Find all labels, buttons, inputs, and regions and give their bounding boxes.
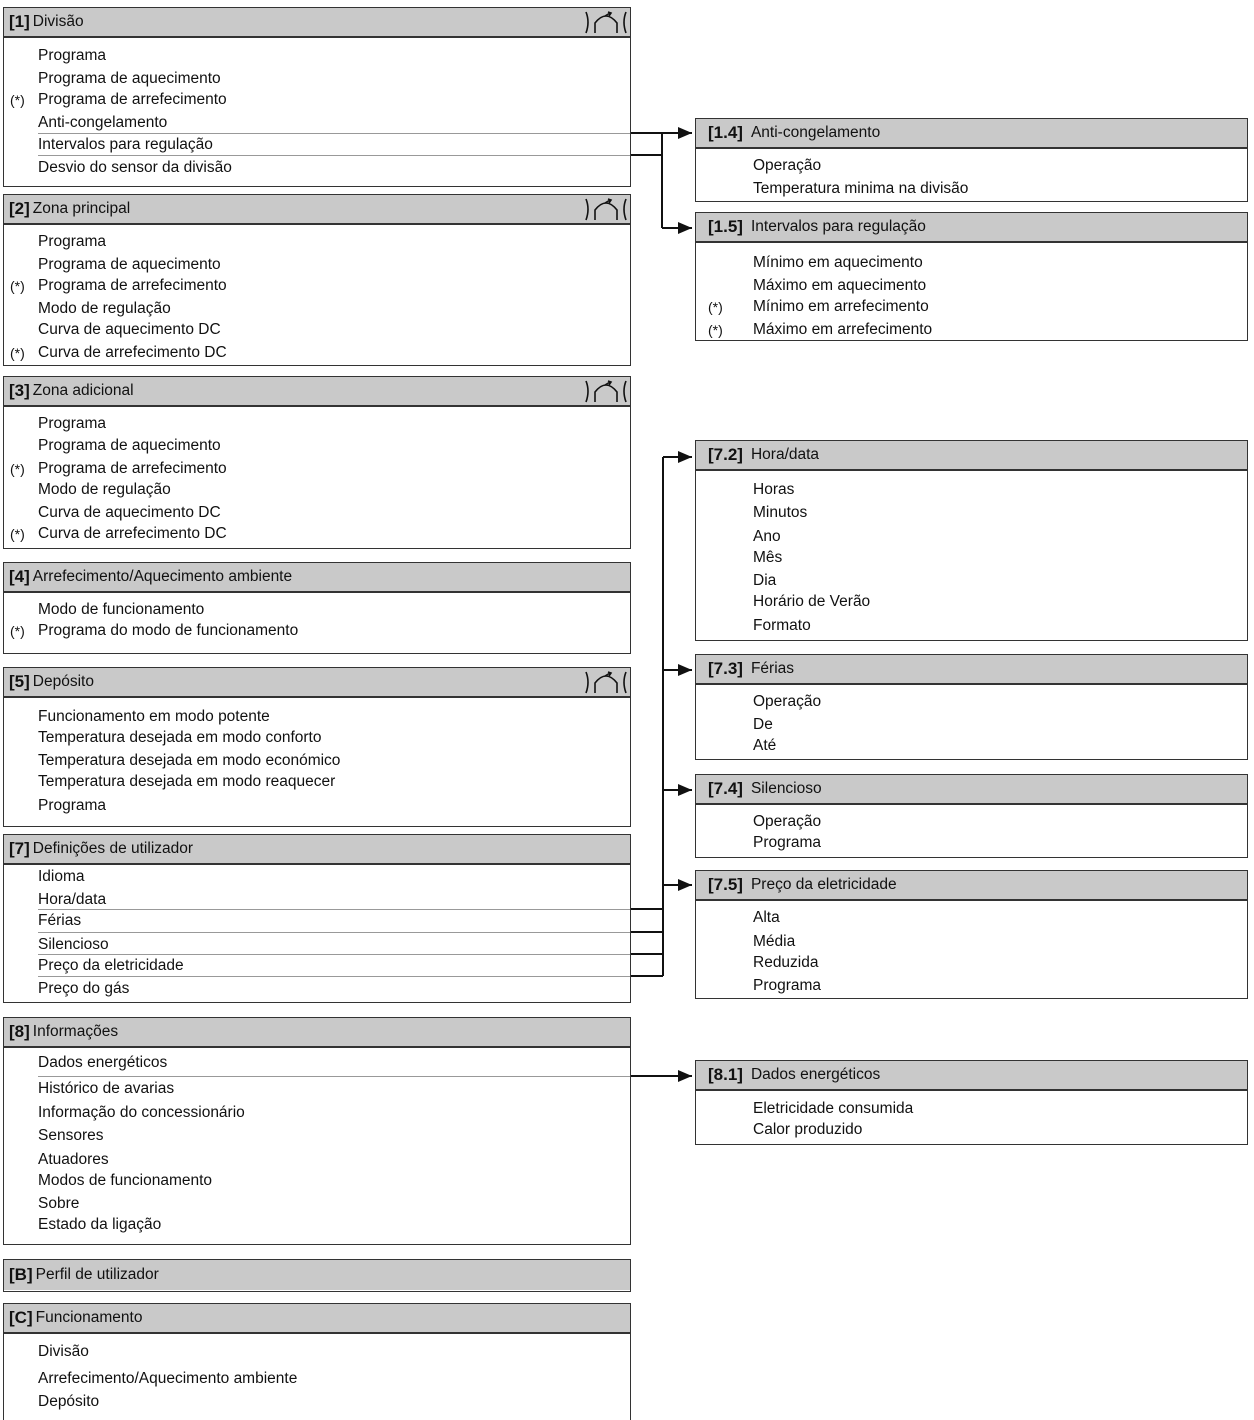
menu-item[interactable]: Ano xyxy=(753,528,781,545)
menu-box-funcionamento xyxy=(3,1303,631,1420)
menu-code: [2] xyxy=(9,199,30,218)
thermostat-dial-icon xyxy=(584,378,628,405)
menu-code: [8.1] xyxy=(708,1065,743,1084)
menu-item[interactable]: Estado da ligação xyxy=(38,1216,162,1233)
submenu-header-anti-congelamento[interactable] xyxy=(696,119,1247,149)
menu-title: Divisão xyxy=(32,13,84,30)
menu-item[interactable]: Silencioso xyxy=(38,936,109,953)
menu-item[interactable]: Modo de regulação xyxy=(38,300,171,317)
menu-item[interactable]: Programa de arrefecimento xyxy=(38,460,227,477)
menu-code: [5] xyxy=(9,672,30,691)
menu-item[interactable]: Reduzida xyxy=(753,954,819,971)
menu-code: [3] xyxy=(9,381,30,400)
menu-item[interactable]: Curva de aquecimento DC xyxy=(38,504,221,521)
menu-code: [7.3] xyxy=(708,659,743,678)
menu-item[interactable]: Curva de arrefecimento DC xyxy=(38,525,227,542)
menu-item[interactable]: Modo de funcionamento xyxy=(38,601,205,618)
menu-item[interactable]: Anti-congelamento xyxy=(38,114,168,131)
menu-box-deposito xyxy=(3,667,631,827)
menu-code: [7.4] xyxy=(708,779,743,798)
menu-item[interactable]: Até xyxy=(753,737,777,754)
submenu-box-silencioso xyxy=(695,774,1248,858)
menu-box-zona-adicional xyxy=(3,376,631,549)
menu-item[interactable]: Curva de aquecimento DC xyxy=(38,321,221,338)
menu-item[interactable]: Sobre xyxy=(38,1195,80,1212)
menu-item[interactable]: Programa xyxy=(753,977,822,994)
menu-item[interactable]: Programa de aquecimento xyxy=(38,70,221,87)
menu-item[interactable]: Programa xyxy=(38,797,107,814)
menu-item[interactable]: Operação xyxy=(753,157,822,174)
menu-header-perfil-utilizador[interactable] xyxy=(4,1260,630,1290)
submenu-header-ferias[interactable] xyxy=(696,655,1247,685)
menu-item[interactable]: Programa xyxy=(38,47,107,64)
menu-item[interactable]: Programa de aquecimento xyxy=(38,437,221,454)
menu-item[interactable]: Formato xyxy=(753,617,811,634)
menu-header-zona-adicional[interactable] xyxy=(4,377,630,407)
menu-code: [1.5] xyxy=(708,217,743,236)
menu-item[interactable]: Alta xyxy=(753,909,780,926)
menu-item[interactable]: Calor produzido xyxy=(753,1121,863,1138)
asterisk-note: (*) xyxy=(10,278,25,294)
menu-item[interactable]: Sensores xyxy=(38,1127,104,1144)
menu-header-funcionamento[interactable] xyxy=(4,1304,630,1334)
menu-title: Informações xyxy=(32,1023,119,1040)
menu-item[interactable]: Programa de arrefecimento xyxy=(38,91,227,108)
menu-item[interactable]: Informação do concessionário xyxy=(38,1104,245,1121)
asterisk-note: (*) xyxy=(10,92,25,108)
submenu-box-anti-congelamento xyxy=(695,118,1248,202)
menu-item[interactable]: Programa do modo de funcionamento xyxy=(38,622,299,639)
menu-item[interactable]: Temperatura desejada em modo económico xyxy=(38,752,341,769)
menu-item[interactable]: De xyxy=(753,716,773,733)
thermostat-dial-icon xyxy=(584,196,628,223)
menu-item[interactable]: Eletricidade consumida xyxy=(753,1100,914,1117)
asterisk-note: (*) xyxy=(10,526,25,542)
asterisk-note: (*) xyxy=(708,322,723,338)
menu-item[interactable]: Temperatura desejada em modo conforto xyxy=(38,729,322,746)
menu-item[interactable]: Programa xyxy=(38,233,107,250)
submenu-box-intervalos-regulacao xyxy=(695,212,1248,341)
menu-code: [C] xyxy=(9,1308,33,1327)
menu-title: Depósito xyxy=(32,673,94,690)
menu-item[interactable]: Horas xyxy=(753,481,795,498)
submenu-header-preco-eletricidade[interactable] xyxy=(696,871,1247,901)
menu-item[interactable]: Minutos xyxy=(753,504,808,521)
menu-item[interactable]: Média xyxy=(753,933,796,950)
menu-item[interactable]: Modos de funcionamento xyxy=(38,1172,213,1189)
menu-item[interactable]: Máximo em aquecimento xyxy=(753,277,927,294)
menu-title: Funcionamento xyxy=(35,1309,143,1326)
menu-code: [1.4] xyxy=(708,123,743,142)
menu-item[interactable]: Atuadores xyxy=(38,1151,109,1168)
menu-header-definicoes-utilizador[interactable] xyxy=(4,835,630,865)
menu-title: Férias xyxy=(750,660,795,677)
menu-box-divisao xyxy=(3,7,631,187)
menu-header-informacoes[interactable] xyxy=(4,1018,630,1048)
menu-box-arrefecimento-aquecimento xyxy=(3,562,631,654)
menu-item[interactable]: Programa de aquecimento xyxy=(38,256,221,273)
menu-item[interactable]: Máximo em arrefecimento xyxy=(753,321,933,338)
menu-code: [4] xyxy=(9,567,30,586)
submenu-box-preco-eletricidade xyxy=(695,870,1248,999)
menu-title: Intervalos para regulação xyxy=(750,218,926,235)
menu-code: [B] xyxy=(9,1265,33,1284)
menu-code: [7.5] xyxy=(708,875,743,894)
menu-item[interactable]: Horário de Verão xyxy=(753,593,871,610)
menu-title: Dados energéticos xyxy=(750,1066,881,1083)
menu-item[interactable]: Temperatura minima na divisão xyxy=(753,180,969,197)
menu-item[interactable]: Funcionamento em modo potente xyxy=(38,708,270,725)
divider xyxy=(38,155,630,156)
menu-item[interactable]: Programa xyxy=(38,415,107,432)
submenu-header-dados-energeticos[interactable] xyxy=(696,1061,1247,1091)
menu-header-arrefecimento-aquecimento[interactable] xyxy=(4,563,630,593)
menu-item[interactable]: Mínimo em aquecimento xyxy=(753,254,923,271)
menu-item[interactable]: Desvio do sensor da divisão xyxy=(38,159,232,176)
menu-item[interactable]: Temperatura desejada em modo reaquecer xyxy=(38,773,336,790)
menu-header-deposito[interactable] xyxy=(4,668,630,698)
menu-box-informacoes xyxy=(3,1017,631,1245)
asterisk-note: (*) xyxy=(10,345,25,361)
menu-box-zona-principal xyxy=(3,194,631,366)
divider xyxy=(38,133,630,134)
asterisk-note: (*) xyxy=(708,299,723,315)
asterisk-note: (*) xyxy=(10,461,25,477)
menu-header-zona-principal[interactable] xyxy=(4,195,630,225)
menu-item[interactable]: Preço do gás xyxy=(38,980,130,997)
submenu-header-hora-data[interactable] xyxy=(696,441,1247,471)
divider xyxy=(38,909,630,910)
menu-title: Zona principal xyxy=(32,200,131,217)
menu-code: [8] xyxy=(9,1022,30,1041)
submenu-header-silencioso[interactable] xyxy=(696,775,1247,805)
menu-item[interactable]: Depósito xyxy=(38,1393,100,1410)
divider xyxy=(38,976,630,977)
menu-box-definicoes-utilizador xyxy=(3,834,631,1003)
menu-item[interactable]: Histórico de avarias xyxy=(38,1080,175,1097)
menu-title: Perfil de utilizador xyxy=(35,1266,159,1283)
submenu-box-dados-energeticos xyxy=(695,1060,1248,1145)
menu-code: [7] xyxy=(9,839,30,858)
menu-title: Silencioso xyxy=(750,780,822,797)
menu-item[interactable]: Curva de arrefecimento DC xyxy=(38,344,227,361)
menu-item[interactable]: Divisão xyxy=(38,1343,89,1360)
menu-item[interactable]: Programa de arrefecimento xyxy=(38,277,227,294)
menu-header-divisao[interactable] xyxy=(4,8,630,38)
menu-item[interactable]: Arrefecimento/Aquecimento ambiente xyxy=(38,1370,298,1387)
menu-item[interactable]: Modo de regulação xyxy=(38,481,171,498)
menu-title: Hora/data xyxy=(750,446,820,463)
thermostat-dial-icon xyxy=(584,9,628,36)
menu-title: Definições de utilizador xyxy=(32,840,194,857)
menu-title: Zona adicional xyxy=(32,382,134,399)
menu-item[interactable]: Idioma xyxy=(38,868,85,885)
submenu-box-ferias xyxy=(695,654,1248,760)
menu-title: Anti-congelamento xyxy=(750,124,881,141)
divider xyxy=(38,1076,630,1077)
asterisk-note: (*) xyxy=(10,623,25,639)
menu-item[interactable]: Operação xyxy=(753,693,822,710)
menu-item[interactable]: Hora/data xyxy=(38,891,107,908)
menu-item[interactable]: Operação xyxy=(753,813,822,830)
menu-item[interactable]: Dia xyxy=(753,572,777,589)
menu-item[interactable]: Intervalos para regulação xyxy=(38,136,213,153)
divider xyxy=(38,954,630,955)
menu-item[interactable]: Mês xyxy=(753,549,783,566)
submenu-header-intervalos-regulacao[interactable] xyxy=(696,213,1247,243)
menu-item[interactable]: Férias xyxy=(38,912,82,929)
menu-box-perfil-utilizador xyxy=(3,1259,631,1292)
menu-code: [7.2] xyxy=(708,445,743,464)
thermostat-dial-icon xyxy=(584,669,628,696)
divider xyxy=(38,932,630,933)
menu-title: Arrefecimento/Aquecimento ambiente xyxy=(32,568,293,585)
menu-title: Preço da eletricidade xyxy=(750,876,897,893)
menu-item[interactable]: Preço da eletricidade xyxy=(38,957,184,974)
menu-code: [1] xyxy=(9,12,30,31)
menu-item[interactable]: Dados energéticos xyxy=(38,1054,168,1071)
menu-item[interactable]: Programa xyxy=(753,834,822,851)
submenu-box-hora-data xyxy=(695,440,1248,641)
menu-item[interactable]: Mínimo em arrefecimento xyxy=(753,298,929,315)
